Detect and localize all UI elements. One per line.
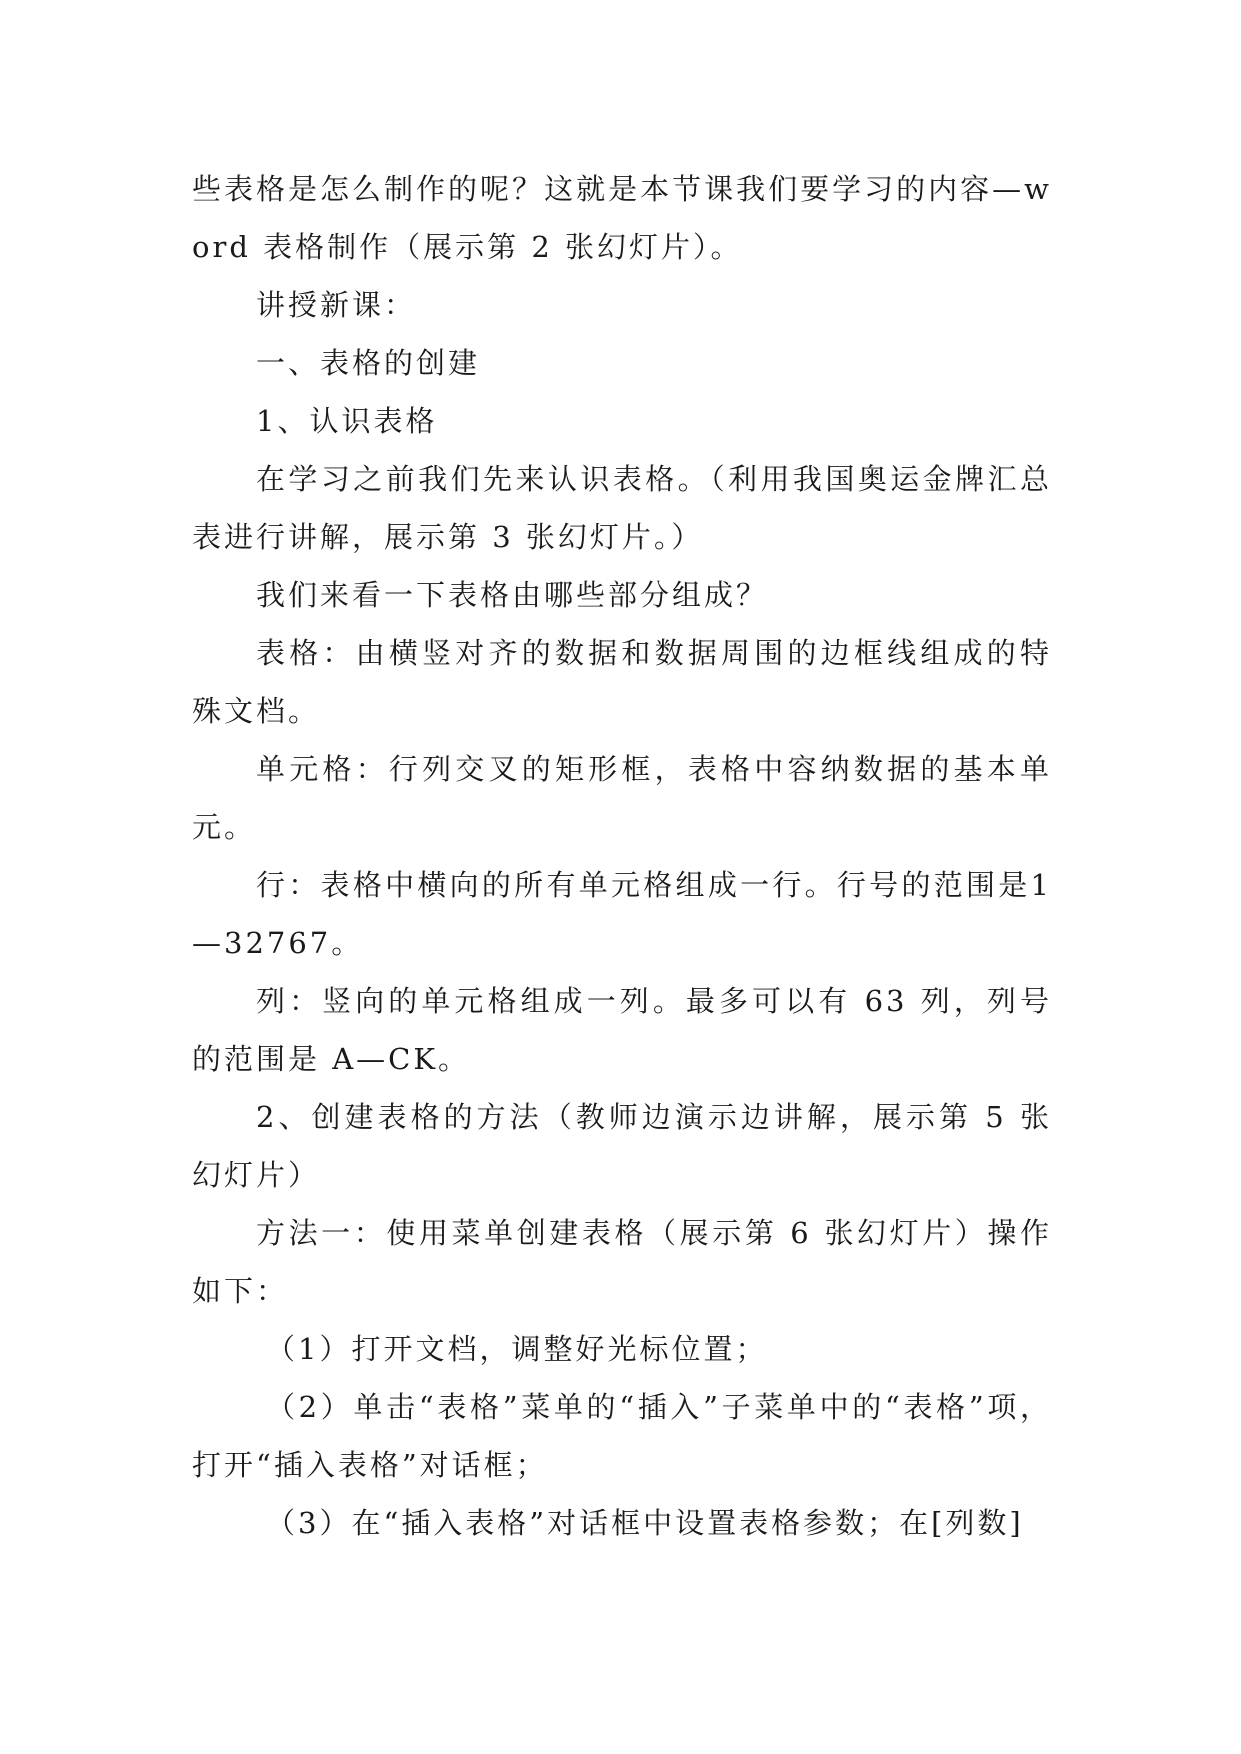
step-2: （2）单击“表格”菜单的“插入”子菜单中的“表格”项，打开“插入表格”对话框； — [192, 1390, 1052, 1482]
definition-row: 行：表格中横向的所有单元格组成一行。行号的范围是1—32767。 — [192, 868, 1052, 960]
document-body — [192, 160, 1052, 1552]
step-3: （3）在“插入表格”对话框中设置表格参数；在[列数] — [266, 1506, 1024, 1540]
paragraph-table-components-question: 我们来看一下表格由哪些部分组成？ — [256, 578, 769, 612]
paragraph-intro-continued: 些表格是怎么制作的呢？这就是本节课我们要学习的内容—word 表格制作（展示第 2 张幻灯片）。 — [192, 172, 1052, 264]
paragraph-know-tables: 在学习之前我们先来认识表格。（利用我国奥运金牌汇总表进行讲解，展示第 3 张幻灯片。） — [192, 462, 1052, 554]
definition-table: 表格：由横竖对齐的数据和数据周围的边框线组成的特殊文档。 — [192, 636, 1052, 728]
subsection-heading-create-methods: 2、创建表格的方法（教师边演示边讲解，展示第 5 张幻灯片） — [192, 1100, 1052, 1192]
section-heading-table-creation: 一、表格的创建 — [256, 346, 481, 380]
definition-cell: 单元格：行列交叉的矩形框，表格中容纳数据的基本单元。 — [192, 752, 1052, 844]
subsection-heading-know-tables: 1、认识表格 — [256, 404, 438, 438]
step-1: （1）打开文档，调整好光标位置； — [266, 1332, 768, 1366]
paragraph-new-lesson-heading: 讲授新课： — [256, 288, 417, 322]
definition-column: 列：竖向的单元格组成一列。最多可以有 63 列，列号的范围是 A—CK。 — [192, 984, 1052, 1076]
paragraph-method-one: 方法一：使用菜单创建表格（展示第 6 张幻灯片）操作如下： — [192, 1216, 1052, 1308]
